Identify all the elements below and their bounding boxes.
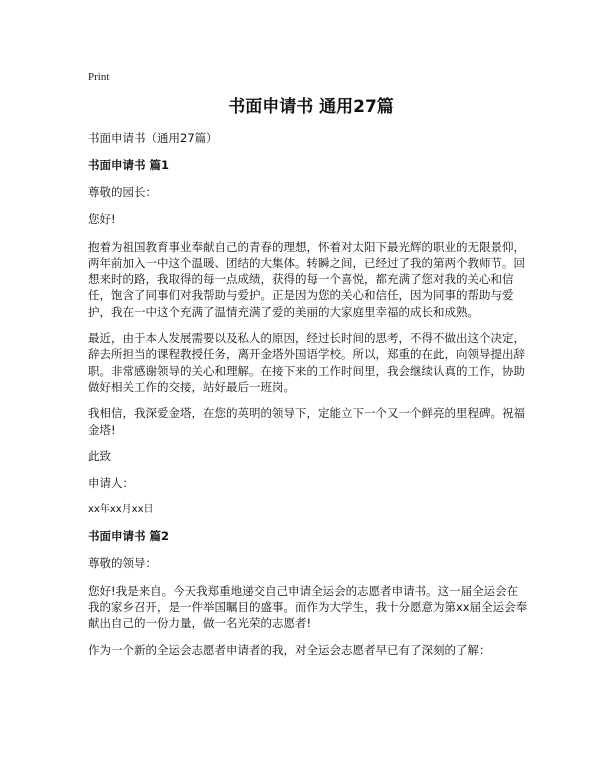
- document-page: [88, 70, 528, 668]
- salutation: 尊敬的园长：: [88, 185, 157, 199]
- document-title: 书面申请书 通用27篇: [228, 97, 394, 117]
- greeting: 您好!: [88, 212, 116, 227]
- document-subtitle: 书面申请书（通用27篇）: [88, 131, 218, 145]
- print-link[interactable]: Print: [88, 71, 110, 83]
- date: xx年xx月xx日: [88, 504, 154, 516]
- body-paragraph: 作为一个新的全运会志愿者申请者的我，对全运会志愿者早已有了深刻的了解：: [88, 642, 491, 657]
- section-1: [88, 157, 528, 518]
- salutation: 尊敬的领导：: [88, 556, 157, 571]
- body-paragraph: 最近，由于本人发展需要以及私人的原因，经过长时间的思考，不得不做出这个决定，辞去所担当的课程教授任务，离开金塔外国语学校。所以，郑重的在此，向领导提出辞职。非常感谢领导的关心和理解。在接下来的工作时间里，我会继续认真的工作，协助做好相关工作的交接，站好最后一班岗。: [88, 331, 525, 394]
- body-paragraph: 您好!我是来自。今天我郑重地递交自己申请全运会的志愿者申请书。这一届全运会在我的家乡召开，是一件举国瞩目的盛事。而作为大学生，我十分愿意为第xx届全运会奉献出自己的一份力量，做一名光荣的志愿者!: [88, 583, 528, 631]
- body-paragraph: 我相信，我深爱金塔，在您的英明的领导下，定能立下一个又一个鲜亮的里程碑。祝福金塔!: [88, 406, 525, 437]
- body-paragraph: 抱着为祖国教育事业奉献自己的青春的理想，怀着对太阳下最光辉的职业的无限景仰，两年前加入一中这个温暖、团结的大集体。转瞬之间，已经过了我的第两个教师节。回想来时的路，我取得的每一点成绩，获得的每一个喜悦，都充满了您对我的关心和信任，饱含了同事们对我帮助与爱护。正是因为您的关心和信任，因为同事的帮助与爱护，我在一中这个充满了温情充满了爱的美丽的大家庭里幸福的成长和成熟。: [88, 239, 525, 319]
- signature: 申请人：: [88, 476, 134, 491]
- section-heading: 书面申请书 篇2: [88, 529, 170, 544]
- closing: 此致: [88, 448, 111, 463]
- section-heading: 书面申请书 篇1: [88, 158, 170, 172]
- section-2: [88, 528, 528, 657]
